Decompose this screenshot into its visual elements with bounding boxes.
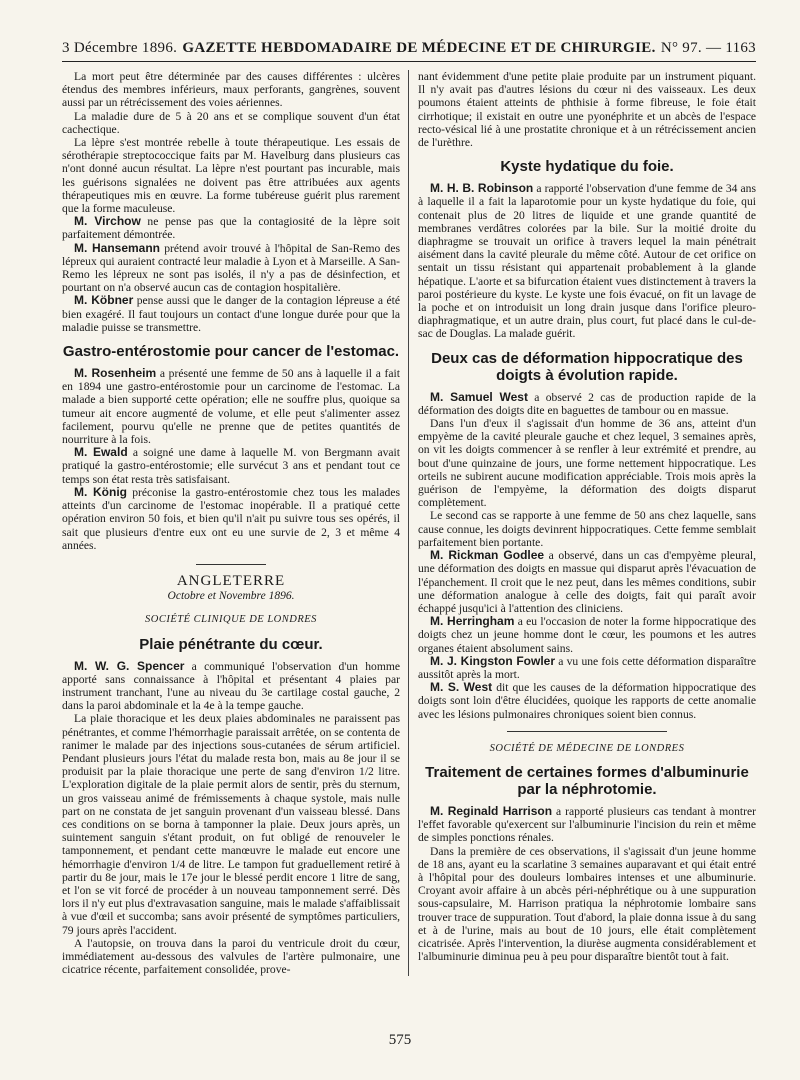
author-name: M. J. Kingston Fowler [430,653,556,668]
paragraph-text: a présenté une femme de 50 ans à laquelle il a fait en 1894 une gastro-entérostomie pour un carcinome de l'estomac. La malade a bien supporté cette opération; elle ne souffre plus, quoique sa tumeur ait encore augmenté de volume, et elle peut s'alimenter assez facilement, pourvu qu'elle ne prenne que de petites quantités de nourriture à la fois. [62,367,400,447]
paragraph [62,660,400,713]
paragraph [418,549,756,615]
paragraph-text: a observé, dans un cas d'empyème pleural, une déformation des doigts en massue qui disparut après l'évacuation de l'épanchement. Il croit que le nez peut, dans les mêmes conditions, subir une déformation analogue à celle des doigts, fait qui paraît avoir échappé jusqu'ici à l'attention des cliniciens. [418,549,756,615]
society-heading: SOCIÉTÉ CLINIQUE DE LONDRES [145,614,317,626]
paragraph-text: pense aussi que le danger de la contagion lépreuse a été bien exagéré. Il faut toujours un contact d'une longue durée pour que la maladie puisse se transmettre. [62,294,400,334]
report-date: Octobre et Novembre 1896. [167,590,295,603]
paragraph-text: préconise la gastro-entérostomie chez tous les malades atteints d'un carcinome de l'estomac inopérable. Il a pratiqué cette opération environ 50 fois, et bien qu'il n'ait pu suivre tous ses opérés, il sait que plusieurs d'entre eux ont eu une survie de 2, 3 et même 4 années. [62,485,400,552]
section-heading: Gastro-entérostomie pour cancer de l'estomac. [62,343,400,361]
paragraph: nant évidemment d'une petite plaie produite par un instrument piquant. Il n'y avait pas d'autres lésions du cœur ni des vaisseaux. Les deux poumons étaient atteints de phthisie à forme fibreuse, le foie était cirrhotique; il existait en outre une pyonéphrite et un abcès de l'espace recto-vésical lié à une prostatite chronique et à un rétrécissement ancien de l'urèthre. [418,70,756,150]
author-name: M. König [74,484,127,499]
paragraph [62,215,400,241]
author-name: M. Ewald [74,445,128,460]
paragraph: Dans l'un d'eux il s'agissait d'un homme de 36 ans, atteint d'un empyème de la cavité pleurale gauche et chez lequel, 3 semaines après, on vit les doigts commencer à se renfler à leur extrémité et prendre, au bout d'une quinzaine de jours, une forme nettement hippocratique. Les orteils ne subirent aucune modification appréciable. Trois mois après la guérison de l'empyème, la déformation des doigts disparut complètement. [418,417,756,510]
column-divider [408,70,409,976]
header-journal-title: GAZETTE HEBDOMADAIRE DE MÉDECINE ET DE CHIRURGIE. [182,40,656,56]
paragraph-text: a communiqué l'observation d'un homme apporté sans connaissance à l'hôpital et présentant 4 plaies par instrument tranchant, l'une au niveau du 3e cartilage costal gauche, 2 dans la paroi abdominale et la 4e à la tempe gauche. [62,659,401,713]
paragraph [62,242,400,295]
author-name: M. Köbner [74,293,134,308]
author-name: M. Reginald Harrison [430,803,553,818]
paragraph: Dans la première de ces observations, il s'agissait d'un jeune homme de 18 ans, ayant eu la scarlatine 3 semaines auparavant et qui était entré à l'hôpital pour des douleurs lombaires intenses et une albuminurie. Croyant avoir affaire à un abcès péri-néphrétique ou à une suppuration sous-capsulaire, M. Harrison pratiqua la néphrotomie lombaire sans trouver trace de suppuration. Tout d'abord, la plaie donna issue à du sang et à de l'urine, mais au bout de 10 jours, elle était complètement cicatrisée. Après l'intervention, la diurèse augmenta considérablement et l'albuminurie diminua peu à peu pour disparaître bientôt tout à fait. [418,844,756,964]
paragraph [418,805,756,845]
paragraph [418,615,756,655]
separator-rule [196,564,266,565]
author-name: M. Hansemann [74,240,161,255]
paragraph-text: prétend avoir trouvé à l'hôpital de San-Remo des lépreux qui auraient contracté leur maladie à Lyon et à Marseille. A San-Remo les lépreux ne sont pas isolés, il n'y a pas de désinfection, et pourtant on n'a observé aucun cas de contagion hospitalière. [62,241,401,295]
society-heading: SOCIÉTÉ DE MÉDECINE DE LONDRES [489,742,685,754]
author-name: M. Samuel West [430,389,528,404]
author-name: M. Rosenheim [74,366,157,381]
section-heading: Deux cas de déformation hippocratique des doigts à évolution rapide. [431,349,743,384]
author-name: M. W. G. Spencer [74,658,185,673]
paragraph [62,486,400,552]
country-heading: ANGLETERRE [176,572,286,589]
section-heading: Plaie pénétrante du cœur. [139,635,323,653]
paragraph [62,294,400,334]
paragraph: A l'autopsie, on trouva dans la paroi du ventricule droit du cœur, immédiatement au-dessous des valvules de l'artère pulmonaire, une cicatrice récente, parfaitement consolidée, prove- [62,936,400,977]
left-column [62,70,400,976]
paragraph-text: a rapporté l'observation d'une femme de 34 ans à laquelle il a fait la laparotomie pour un kyste hydatique du foie, qui contenait plus de 20 litres de liquide et une grande quantité de membranes verdâtres colorées par la bile. Sur la moitié droite du diaphragme se trouvait un orifice à travers lequel la main pénétrait aisément dans la cavité pleurale du même côté. Autour de cet orifice on sentait un tissu résistant qui appartenait probablement à la glande hépatique. L'aorte et sa bifurcation étaient vues distinctement à travers la paroi postérieure du kyste. Le kyste une fois évacué, on fit un lavage de la poche et on introduisit un long drain jusque dans l'orifice pleuro-diaphragmatique, et un autre drain, plus court, fut placé dans le cul-de-sac de Douglas. La malade guérit. [418,182,756,341]
two-column-body [62,70,756,976]
paragraph [418,182,756,340]
paragraph [418,681,756,721]
paragraph: La plaie thoracique et les deux plaies abdominales ne paraissent pas pénétrantes, et comme l'hémorrhagie paraissait arrêtée, on se contenta de ranimer le malade par des injections sous-cutanées de sérum artificiel. Pendant plusieurs jours l'état du malade resta bon, mais au 8e jour il se produisit par la plaie thoracique une perte de sang d'environ 1/2 litre. L'exploration digitale de la plaie permit alors de sentir, près du sternum, un gros vaisseau animé de frémissements à chaque systole, mais nulle part on ne constata de jet sanguin provenant d'un vaisseau blessé. Dans ces conditions on se borna à tamponner la plaie. Deux jours après, un suintement sanguin s'étant produit, on fut obligé de renouveler le tamponnement, et pendant cette manœuvre le malade eut encore une hémorrhagie d'environ 1/4 de litre. Le tampon fut graduellement retiré à partir du 8e jour, mais le 17e jour le blessé perdit encore 1 litre de sang, et l'on se vit forcé de procéder à un nouveau tamponnement serré. Dès lors il n'y eut plus d'extravasation sanguine, mais le malade s'affaiblissait à vue d'œil et succomba; sans avoir présenté de symptômes particuliers, 79 jours après l'accident. [62,712,401,937]
right-column [418,70,756,976]
author-name: M. Herringham [430,614,515,629]
page-footer-number: 575 [388,1032,412,1048]
paragraph: La lèpre s'est montrée rebelle à toute thérapeutique. Les essais de sérothérapie streptococcique faits par M. Havelburg dans plusieurs cas n'ont donné aucun résultat. La lèpre n'est pourtant pas incurable, mais les guérisons signalées ne doivent pas être attribuées aux agents thérapeutiques mis en œuvre. La forme tubéreuse guérit plus rarement que la forme maculeuse. [62,136,400,216]
paragraph [418,391,756,417]
paragraph [62,446,400,486]
author-name: M. H. B. Robinson [430,181,534,196]
header-page-number: N° 97. — 1163 [660,40,756,56]
paragraph [418,655,756,681]
paragraph-text: dit que les causes de la déformation hippocratique des doigts sont loin d'être élucidées, quoique les rapports de cette anomalie avec les lésions pulmonaires chroniques soient bien connus. [418,681,756,721]
paragraph: La mort peut être déterminée par des causes différentes : ulcères étendus des membres inférieurs, maux perforants, gangrènes, souvent aussi par un rétrécissement des voies aériennes. [62,70,400,110]
section-heading: Kyste hydatique du foie. [500,158,674,176]
separator-rule [507,731,667,732]
running-header [62,40,756,62]
paragraph-text: a soigné une dame à laquelle M. von Bergmann avait pratiqué la gastro-entérostomie; elle survécut 3 ans et pendant tout ce temps son état resta très satisfaisant. [62,446,400,486]
paragraph-text: a rapporté plusieurs cas tendant à montrer l'effet favorable qu'exercent sur l'albuminurie l'incision du rein et même de simples ponctions rénales. [418,804,756,845]
paragraph-text: a eu l'occasion de noter la forme hippocratique des doigts chez un jeune homme dont le cœur, les poumons et les autres organes étaient absolument sains. [418,615,756,655]
paragraph-text: a vu une fois cette déformation disparaître aussitôt après la mort. [418,654,756,681]
author-name: M. S. West [430,680,493,695]
paragraph-text: ne pense pas que la contagiosité de la lèpre soit parfaitement démontrée. [62,215,400,242]
header-date: 3 Décembre 1896. [62,40,178,56]
section-heading: Traitement de certaines formes d'albuminurie par la néphrotomie. [425,763,749,798]
paragraph: Le second cas se rapporte à une femme de 50 ans chez laquelle, sans cause connue, les doigts devinrent hippocratiques. Cette femme semblait parfaitement bien portante. [418,509,756,549]
paragraph-text: a observé 2 cas de production rapide de la déformation des doigts dite en baguettes de tambour ou en massue. [418,390,757,417]
author-name: M. Virchow [74,214,141,229]
paragraph [62,367,400,446]
paragraph: La maladie dure de 5 à 20 ans et se complique souvent d'un état cachectique. [62,109,400,136]
author-name: M. Rickman Godlee [430,548,545,563]
